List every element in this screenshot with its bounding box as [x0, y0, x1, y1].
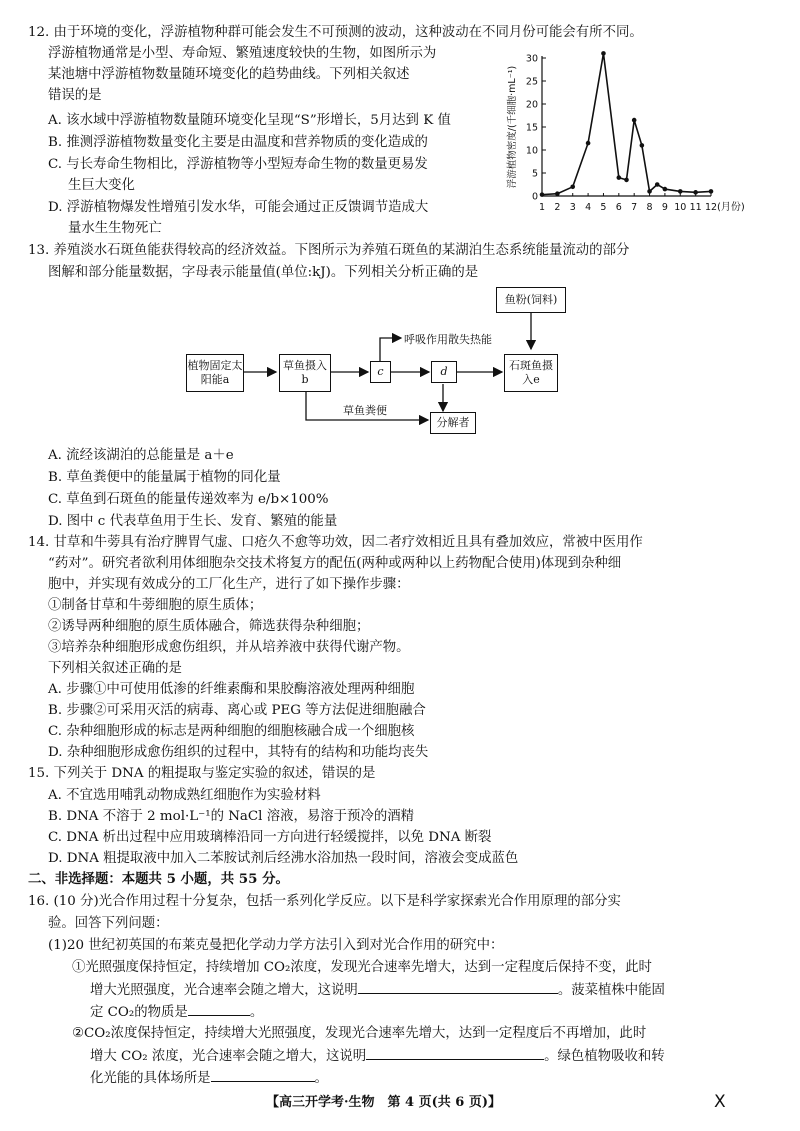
x-tick-label: 7	[631, 202, 638, 213]
q15-option-c: C. DNA 析出过程中应用玻璃棒沿同一方向进行轻缓搅拌，以免 DNA 断裂	[48, 830, 492, 845]
y-tick-label: 30	[525, 53, 538, 65]
q16-text-segment: 。菠菜植株中能固	[557, 983, 665, 998]
q13-option-c: C. 草鱼到石斑鱼的能量传递效率为 e/b×100%	[48, 492, 329, 507]
q12-stem-line-3: 某池塘中浮游植物数量随环境变化的趋势曲线。下列相关叙述	[48, 67, 410, 82]
section-2-heading: 二、非选择题：本题共 5 小题，共 55 分。	[28, 871, 289, 887]
q16-part-1-item-2-line-3	[90, 1067, 328, 1089]
q15-option-a: A. 不宜选用哺乳动物成熟红细胞作为实验材料	[48, 788, 321, 803]
q14-option-d: D. 杂种细胞形成愈伤组织的过程中，其特有的结构和功能均丧失	[48, 745, 429, 760]
q16-text-segment: 增大 CO₂ 浓度，光合速率会随之增大，这说明	[90, 1049, 367, 1064]
q14-question: 下列相关叙述正确的是	[48, 661, 182, 676]
q15-option-b: B. DNA 不溶于 2 mol·L⁻¹的 NaCl 溶液，易溶于预冷的酒精	[48, 809, 414, 824]
node-grasscarp-intake: 草鱼摄入b	[279, 354, 331, 392]
q14-option-a: A. 步骤①中可使用低渗的纤维素酶和果胶酶溶液处理两种细胞	[48, 682, 415, 697]
answer-blank-4[interactable]	[211, 1067, 315, 1082]
q13-stem-line-1: 13. 养殖淡水石斑鱼能获得较高的经济效益。下图所示为养殖石斑鱼的某湖泊生态系统能量流动的部分	[28, 243, 630, 258]
y-tick-label: 5	[531, 168, 538, 180]
x-tick-label: 4	[585, 202, 592, 213]
node-decomposer: 分解者	[430, 412, 476, 434]
label-grasscarp-feces: 草鱼粪便	[343, 404, 387, 417]
q16-part-1-intro: (1)20 世纪初英国的布莱克曼把化学动力学方法引入到对光合作用的研究中：	[48, 938, 504, 953]
x-tick-label: 5	[600, 202, 607, 213]
q16-text-segment: 。	[314, 1071, 328, 1086]
x-axis-label: (月份)	[717, 202, 745, 213]
q14-step-1: ①制备甘草和牛蒡细胞的原生质体；	[48, 598, 263, 613]
q13-option-d: D. 图中 c 代表草鱼用于生长、发育、繁殖的能量	[48, 514, 338, 529]
label-respiration-heat: 呼吸作用散失热能	[404, 333, 492, 346]
q12-stem-line-4: 错误的是	[48, 88, 102, 103]
y-tick-label: 0	[531, 191, 538, 203]
q12-option-d: D. 浮游植物爆发性增殖引发水华，可能会通过正反馈调节造成大	[48, 200, 429, 215]
q14-option-b: B. 步骤②可采用灭活的病毒、离心或 PEG 等方法促进细胞融合	[48, 703, 426, 718]
node-d: d	[431, 361, 457, 383]
q12-option-b: B. 推测浮游植物数量变化主要是由温度和营养物质的变化造成的	[48, 135, 428, 150]
q16-part-1-item-2-line-2	[90, 1045, 665, 1067]
q16-text-segment: 化光能的具体场所是	[90, 1071, 211, 1086]
q12-option-a: A. 该水域中浮游植物数量随环境变化呈现“S”形增长，5月达到 K 值	[48, 113, 451, 128]
x-tick-label: 12	[704, 202, 718, 213]
q16-text-segment: 增大光照强度，光合速率会随之增大，这说明	[90, 983, 358, 998]
node-grouper-intake: 石斑鱼摄入e	[504, 354, 558, 392]
q16-part-1-item-1-line-2	[90, 979, 665, 1001]
arrow-c-to-respiration	[380, 338, 401, 361]
page-footer: 【高三开学考·生物 第 4 页(共 6 页)】	[266, 1095, 502, 1110]
q16-stem-line-1: 16. (10 分)光合作用过程十分复杂，包括一系列化学反应。以下是科学家探索光合作用原理的部分实	[28, 894, 621, 909]
q12-option-c-cont: 生巨大变化	[68, 178, 135, 193]
answer-blank-3[interactable]	[366, 1045, 544, 1060]
y-axis-label: 浮游植物密度/(千细胞·mL⁻¹)	[507, 65, 518, 189]
x-tick-label: 10	[674, 202, 687, 213]
q14-step-3: ③培养杂种细胞形成愈伤组织，并从培养液中获得代谢产物。	[48, 640, 410, 655]
y-tick-label: 25	[525, 76, 538, 88]
q14-stem-line-1: 14. 甘草和牛蒡具有治疗脾胃气虚、口疮久不愈等功效，因二者疗效相近且具有叠加效应，常被中医用作	[28, 535, 643, 550]
corner-mark: X	[714, 1092, 726, 1112]
q13-option-b: B. 草鱼粪便中的能量属于植物的同化量	[48, 470, 281, 485]
answer-blank-2[interactable]	[188, 1001, 250, 1016]
q16-part-1-item-1-line-1: ①光照强度保持恒定，持续增加 CO₂浓度，发现光合速率先增大，达到一定程度后保持不变，此时	[72, 960, 652, 975]
x-tick-label: 3	[569, 202, 576, 213]
node-c: c	[370, 361, 391, 383]
q14-step-2: ②诱导两种细胞的原生质体融合，筛选获得杂种细胞；	[48, 619, 370, 634]
energy-flow-arrows	[0, 0, 800, 460]
y-tick-label: 10	[525, 145, 538, 157]
y-tick-label: 15	[525, 122, 538, 134]
x-tick-label: 2	[554, 202, 561, 213]
q16-part-1-item-2-line-1: ②CO₂浓度保持恒定，持续增大光照强度，发现光合速率先增大，达到一定程度后不再增加，此时	[72, 1026, 647, 1041]
x-tick-label: 11	[689, 202, 702, 213]
node-fishmeal-feed: 鱼粉(饲料)	[496, 287, 566, 313]
q14-stem-line-2: “药对”。研究者欲利用体细胞杂交技术将复方的配伍(两种或两种以上药物配合使用)体现到杂种细	[48, 556, 622, 571]
q14-stem-line-3: 胞中，并实现有效成分的工厂化生产，进行了如下操作步骤：	[48, 577, 410, 592]
q13-option-a: A. 流经该湖泊的总能量是 a＋e	[48, 448, 234, 463]
q15-option-d: D. DNA 粗提取液中加入二苯胺试剂后经沸水浴加热一段时间，溶液会变成蓝色	[48, 851, 519, 866]
x-tick-label: 1	[538, 202, 546, 213]
q15-stem: 15. 下列关于 DNA 的粗提取与鉴定实验的叙述，错误的是	[28, 766, 376, 781]
q16-text-segment: 定 CO₂的物质是	[90, 1005, 188, 1020]
q13-stem-line-2: 图解和部分能量数据，字母表示能量值(单位:kJ)。下列相关分析正确的是	[48, 265, 479, 280]
node-plant-solar-energy: 植物固定太阳能a	[186, 354, 244, 392]
x-tick-label: 8	[646, 202, 653, 213]
y-tick-label: 20	[525, 99, 538, 111]
q14-option-c: C. 杂种细胞形成的标志是两种细胞的细胞核融合成一个细胞核	[48, 724, 415, 739]
q16-part-1-item-1-line-3	[90, 1001, 263, 1023]
q12-option-c: C. 与长寿命生物相比，浮游植物等小型短寿命生物的数量更易发	[48, 157, 428, 172]
q16-text-segment: 。	[249, 1005, 264, 1020]
answer-blank-1[interactable]	[358, 979, 558, 994]
x-tick-label: 6	[615, 202, 622, 213]
q16-text-segment: 。绿色植物吸收和转	[544, 1049, 665, 1064]
q16-stem-line-2: 验。回答下列问题：	[48, 916, 169, 931]
q12-stem-line-2: 浮游植物通常是小型、寿命短、繁殖速度较快的生物，如图所示为	[48, 46, 437, 61]
x-tick-label: 9	[661, 202, 668, 213]
q12-stem-line-1: 12. 由于环境的变化，浮游植物种群可能会发生不可预测的波动，这种波动在不同月份可能会有所不同。	[28, 25, 643, 40]
q12-option-d-cont: 量水生生物死亡	[68, 221, 162, 236]
